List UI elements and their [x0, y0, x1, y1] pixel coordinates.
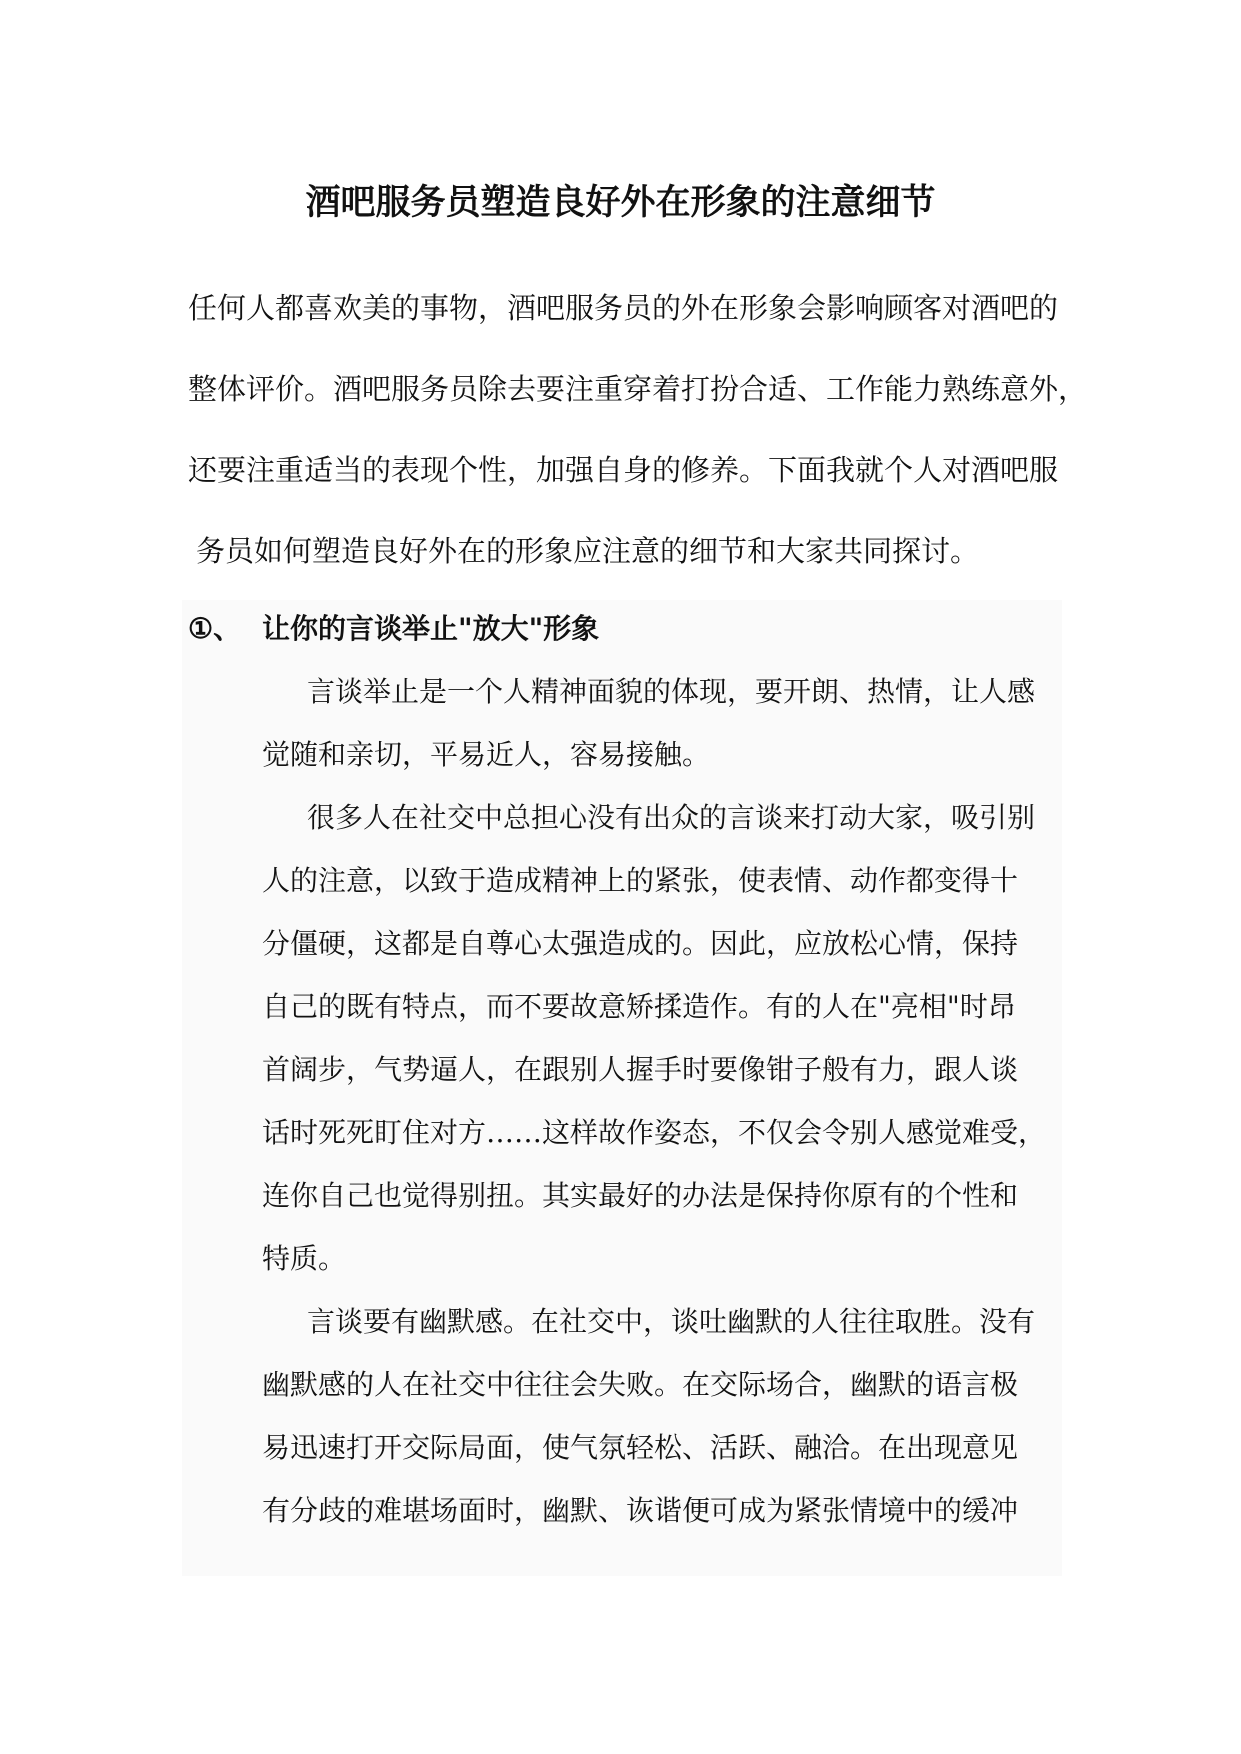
section-number: ①、 [188, 612, 242, 645]
body-line: 易迅速打开交际局面，使气氛轻松、活跃、融洽。在出现意见 [262, 1431, 1019, 1464]
body-line: 首阔步，气势逼人，在跟别人握手时要像钳子般有力，跟人谈 [262, 1053, 1019, 1086]
document-title: 酒吧服务员塑造良好外在形象的注意细节 [305, 182, 936, 223]
body-line: 连你自己也觉得别扭。其实最好的办法是保持你原有的个性和 [262, 1179, 1019, 1212]
body-line: 幽默感的人在社交中往往会失败。在交际场合，幽默的语言极 [262, 1368, 1019, 1401]
body-line: 很多人在社交中总担心没有出众的言谈来打动大家，吸引别 [307, 801, 1036, 834]
body-line: 觉随和亲切，平易近人，容易接触。 [262, 738, 711, 771]
section-body [262, 672, 1062, 1554]
intro-line: 务员如何塑造良好外在的形象应注意的细节和大家共同探讨。 [196, 534, 980, 568]
section-heading-text: 让你的言谈举止"放大"形象 [262, 612, 600, 645]
body-line: 话时死死盯住对方……这样故作姿态，不仅会令别人感觉难受， [262, 1116, 1047, 1149]
intro-line: 任何人都喜欢美的事物，酒吧服务员的外在形象会影响顾客对酒吧的 [188, 291, 1059, 325]
body-line: 言谈举止是一个人精神面貌的体现，要开朗、热情，让人感 [307, 675, 1036, 708]
intro-paragraph [188, 288, 1088, 612]
body-line: 人的注意，以致于造成精神上的紧张，使表情、动作都变得十 [262, 864, 1019, 897]
body-line: 言谈要有幽默感。在社交中，谈吐幽默的人往往取胜。没有 [307, 1305, 1036, 1338]
body-line: 自己的既有特点，而不要故意矫揉造作。有的人在"亮相"时昂 [262, 990, 1016, 1023]
body-line: 分僵硬，这都是自尊心太强造成的。因此，应放松心情，保持 [262, 927, 1019, 960]
intro-line: 还要注重适当的表现个性，加强自身的修养。下面我就个人对酒吧服 [188, 453, 1059, 487]
body-line: 特质。 [262, 1242, 347, 1275]
section-heading [188, 609, 599, 649]
intro-line: 整体评价。酒吧服务员除去要注重穿着打扮合适、工作能力熟练意外， [188, 372, 1088, 406]
body-line: 有分歧的难堪场面时，幽默、诙谐便可成为紧张情境中的缓冲 [262, 1494, 1019, 1527]
